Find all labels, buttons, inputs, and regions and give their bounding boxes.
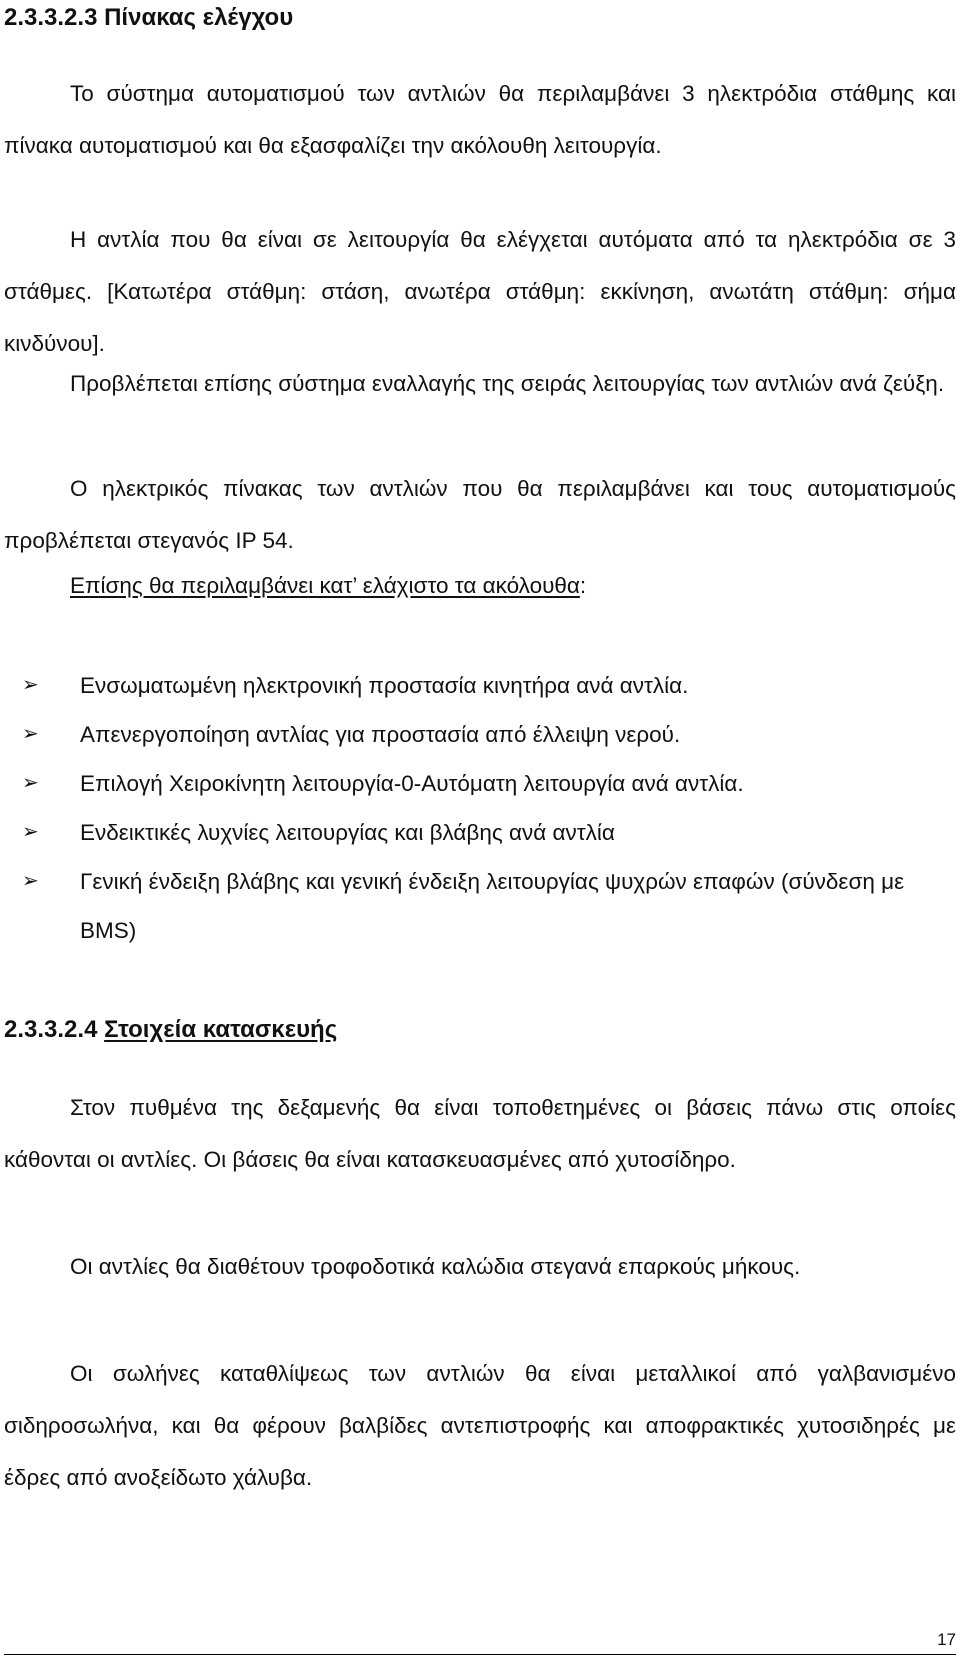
paragraph-pump-control: Η αντλία που θα είναι σε λειτουργία θα ελέγχεται αυτόματα από τα ηλεκτρόδια σε 3 στάθμες. [Κατωτέρα στάθμη: στάση, ανωτέρα στάθμη: εκκίνηση, ανωτάτη στάθμη: σήμα κινδύνου]. [4,227,956,356]
arrow-bullet-icon: ➢ [22,674,39,696]
arrow-bullet-icon: ➢ [22,821,39,843]
arrow-bullet-icon: ➢ [22,870,39,892]
paragraph-pump-bases: Στον πυθμένα της δεξαμενής θα είναι τοποθετημένες οι βάσεις πάνω στις οποίες κάθονται οι αντλίες. Οι βάσεις θα είναι κατασκευασμένες από χυτοσίδηρο. [4,1095,956,1172]
list-item-text: Ενσωματωμένη ηλεκτρονική προστασία κινητήρα ανά αντλία. [80,673,689,698]
list-intro-text: Επίσης θα περιλαμβάνει κατ’ ελάχιστο τα ακόλουθα [70,573,580,598]
paragraph-electrical-panel: Ο ηλεκτρικός πίνακας των αντλιών που θα περιλαμβάνει και τους αυτοματισμούς προβλέπεται στεγανός IP 54. [4,476,956,553]
list-item [22,661,956,710]
list-item [22,710,956,759]
list-intro-colon: : [579,573,587,598]
paragraph-alternation: Προβλέπεται επίσης σύστημα εναλλαγής της σειράς λειτουργίας των αντλιών ανά ζεύξη. [70,371,945,396]
arrow-bullet-icon: ➢ [22,772,39,794]
list-item [22,759,956,808]
paragraph-power-cables: Οι αντλίες θα διαθέτουν τροφοδοτικά καλώδια στεγανά επαρκούς μήκους. [70,1254,801,1279]
list-item-text: Απενεργοποίηση αντλίας για προστασία από έλλειψη νερού. [80,722,681,747]
paragraph-discharge-pipes: Οι σωλήνες καταθλίψεως των αντλιών θα είναι μεταλλικοί από γαλβανισμένο σιδηροσωλήνα, και θα φέρουν βαλβίδες αντεπιστροφής και αποφρακτικές χυτοσιδηρές με έδρες από ανοξείδωτο χάλυβα. [4,1361,956,1490]
footer-rule [4,1654,956,1655]
arrow-bullet-icon: ➢ [22,723,39,745]
list-item-text: Ενδεικτικές λυχνίες λειτουργίας και βλάβης ανά αντλία [80,820,615,845]
section-heading-control-panel [4,4,293,32]
section-title: Στοιχεία κατασκευής [104,1016,338,1043]
list-intro [70,572,586,600]
list-item [22,857,956,955]
section-title: Πίνακας ελέγχου [104,4,294,31]
list-item-text: Γενική ένδειξη βλάβης και γενική ένδειξη λειτουργίας ψυχρών επαφών (σύνδεση με BMS) [80,869,905,943]
paragraph-automation-system: Το σύστημα αυτοματισμού των αντλιών θα περιλαμβάνει 3 ηλεκτρόδια στάθμης και πίνακα αυτοματισμού και θα εξασφαλίζει την ακόλουθη λειτουργία. [4,81,956,158]
section-number: 2.3.3.2.3 [4,4,98,31]
section-number: 2.3.3.2.4 [4,1016,98,1043]
list-item-text: Επιλογή Χειροκίνητη λειτουργία-0-Αυτόματη λειτουργία ανά αντλία. [80,771,744,796]
list-item [22,808,956,857]
section-heading-construction [4,1016,337,1044]
page-number: 17 [937,1630,956,1649]
